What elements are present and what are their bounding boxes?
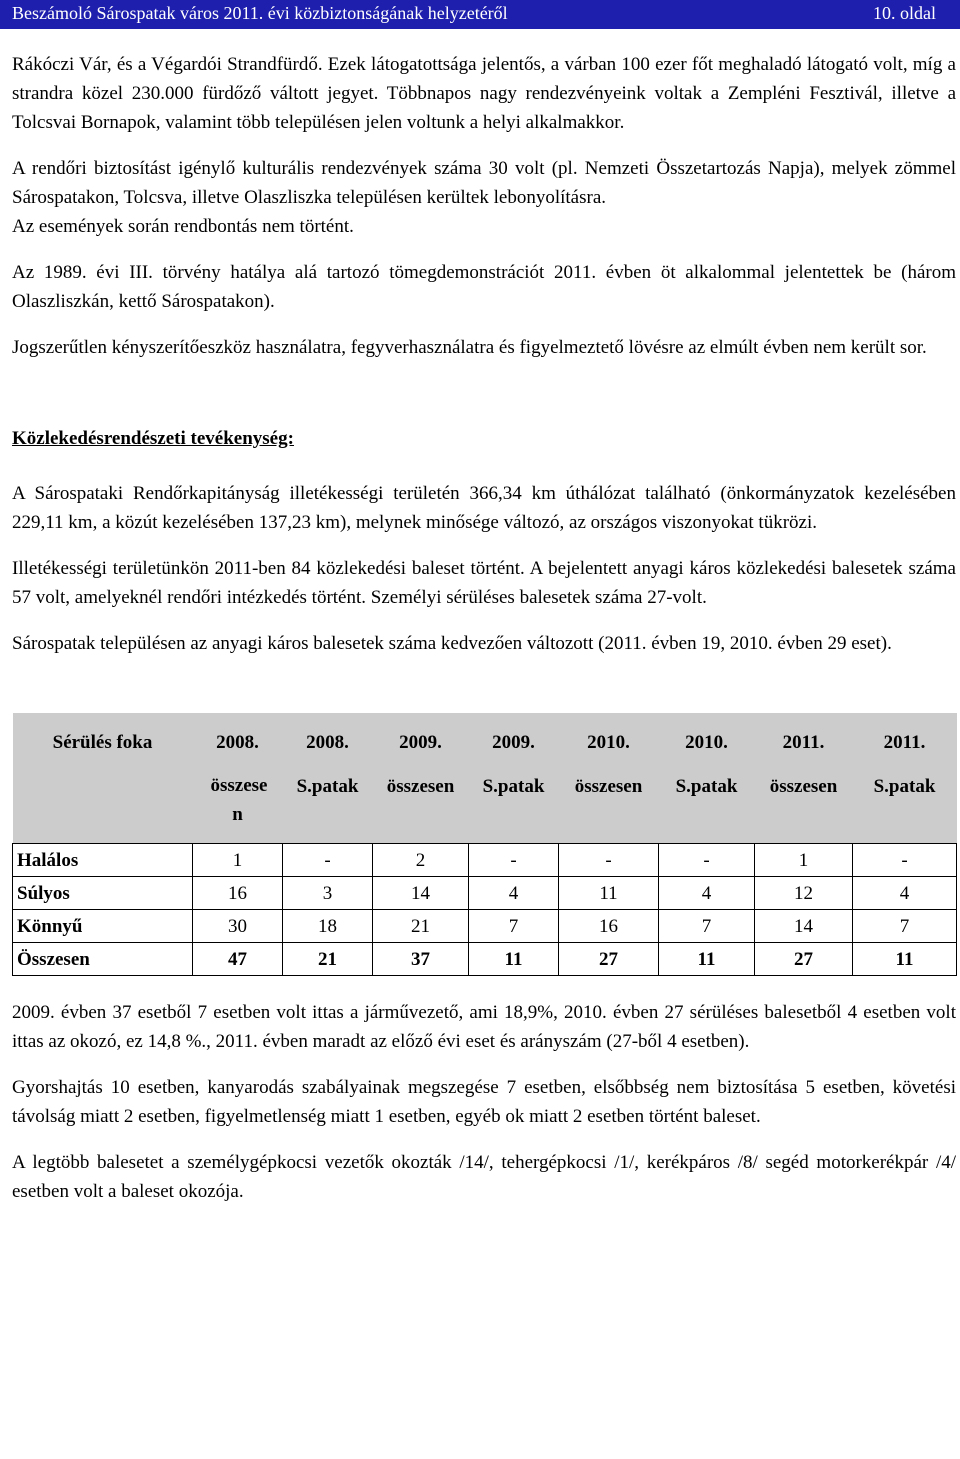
table-header-cell: 2010. <box>659 713 755 771</box>
table-header-cell: összese n <box>193 771 283 844</box>
table-cell: - <box>853 844 957 877</box>
table-header-cell: S.patak <box>853 771 957 844</box>
table-header-cell: S.patak <box>283 771 373 844</box>
table-cell: 16 <box>193 877 283 910</box>
table-cell: 21 <box>283 943 373 976</box>
document-body <box>12 50 956 1206</box>
table-header-cell: S.patak <box>659 771 755 844</box>
table-cell: 2 <box>373 844 469 877</box>
table-cell: 11 <box>659 943 755 976</box>
table-header-cell: 2011. <box>853 713 957 771</box>
table-header-cell: 2010. <box>559 713 659 771</box>
table-cell: 7 <box>853 910 957 943</box>
table-row <box>13 877 957 910</box>
paragraph: A rendőri biztosítást igénylő kulturális rendezvények száma 30 volt (pl. Nemzeti Összetartozás Napja), melyek zömmel Sárospatakon, Tolcsva, illetve Olaszliszka településen kerültek lebonyolításra. <box>12 158 956 208</box>
table-cell: - <box>283 844 373 877</box>
table-header-cell <box>13 771 193 844</box>
table-cell: 11 <box>559 877 659 910</box>
table-header-cell: Sérülés foka <box>13 713 193 771</box>
table-header-cell: összesen <box>559 771 659 844</box>
table-header-cell: 2009. <box>373 713 469 771</box>
table-cell: 4 <box>659 877 755 910</box>
table-header-cell: összesen <box>755 771 853 844</box>
page-header <box>0 0 960 29</box>
row-label: Összesen <box>13 943 193 976</box>
table-cell: 16 <box>559 910 659 943</box>
paragraph: Sárospatak településen az anyagi káros balesetek száma kedvezően változott (2011. évben 19, 2010. évben 29 eset). <box>12 633 892 654</box>
table-cell: 12 <box>755 877 853 910</box>
paragraph: Gyorshajtás 10 esetben, kanyarodás szabályainak megszegése 7 esetben, elsőbbség nem biztosítása 5 esetben, követési távolság miatt 2 esetben, figyelmetlenség miatt 1 esetben, egyéb ok miatt 2 esetben történt baleset. <box>12 1077 956 1127</box>
paragraph: A Sárospataki Rendőrkapitányság illetékességi területén 366,34 km úthálózat található (önkormányzatok kezelésében 229,11 km, a közút kezelésében 137,23 km), melynek minősége változó, az országos viszonyokat tükrözi. <box>12 483 956 533</box>
page-number: 10. oldal <box>873 3 936 23</box>
table-header-cell: S.patak <box>469 771 559 844</box>
table-header-cell: 2008. <box>283 713 373 771</box>
row-label: Súlyos <box>13 877 193 910</box>
row-label: Halálos <box>13 844 193 877</box>
section-heading: Közlekedésrendészeti tevékenység: <box>12 428 294 449</box>
table-cell: 47 <box>193 943 283 976</box>
table-cell: 4 <box>469 877 559 910</box>
table-header-cell: 2008. <box>193 713 283 771</box>
table-cell: 4 <box>853 877 957 910</box>
table-row <box>13 910 957 943</box>
table-cell: - <box>469 844 559 877</box>
table-row <box>13 844 957 877</box>
table-cell: 7 <box>469 910 559 943</box>
table-cell: 11 <box>853 943 957 976</box>
paragraph: Jogszerűtlen kényszerítőeszköz használatra, fegyverhasználatra és figyelmeztető lövésre az elmúlt évben nem került sor. <box>12 337 927 358</box>
table-cell: 3 <box>283 877 373 910</box>
paragraph: A legtöbb balesetet a személygépkocsi vezetők okozták /14/, tehergépkocsi /1/, kerékpáros /8/ segéd motorkerékpár /4/ esetben volt a baleset okozója. <box>12 1152 956 1202</box>
table-cell: 27 <box>559 943 659 976</box>
table-cell: 1 <box>193 844 283 877</box>
table-cell: 14 <box>755 910 853 943</box>
table-cell: - <box>659 844 755 877</box>
paragraph: 2009. évben 37 esetből 7 esetben volt ittas a járművezető, ami 18,9%, 2010. évben 27 sérüléses balesetből 4 esetben volt ittas az okozó, ez 14,8 %., 2011. évben maradt az előző évi eset és arányszám (27-ből 4 esetben). <box>12 1002 956 1052</box>
table-header-cell: 2011. <box>755 713 853 771</box>
row-label: Könnyű <box>13 910 193 943</box>
table-cell: 27 <box>755 943 853 976</box>
table-row-total <box>13 943 957 976</box>
table-cell: 11 <box>469 943 559 976</box>
table-header-row <box>13 713 957 771</box>
table-cell: 21 <box>373 910 469 943</box>
table-cell: 7 <box>659 910 755 943</box>
table-header-row <box>13 771 957 844</box>
injury-statistics-table <box>12 713 957 976</box>
paragraph: Illetékességi területünkön 2011-ben 84 közlekedési baleset történt. A bejelentett anyagi káros közlekedési balesetek száma 57 volt, amelyeknél rendőri intézkedés történt. Személyi sérüléses balesetek száma 27-volt. <box>12 558 956 608</box>
document-title: Beszámoló Sárospatak város 2011. évi közbiztonságának helyzetéről <box>12 3 508 23</box>
table-header-cell: 2009. <box>469 713 559 771</box>
table-header-cell: összesen <box>373 771 469 844</box>
paragraph: Az 1989. évi III. törvény hatálya alá tartozó tömegdemonstrációt 2011. évben öt alkalommal jelentettek be (három Olaszliszkán, kettő Sárospatakon). <box>12 262 956 312</box>
paragraph: Rákóczi Vár, és a Végardói Strandfürdő. Ezek látogatottsága jelentős, a várban 100 ezer főt meghaladó látogató volt, míg a strandra közel 230.000 fürdőző váltott jegyet. Többnapos nagy rendezvényeink voltak a Zempléni Fesztivál, illetve a Tolcsvai Bornapok, valamint több településen jelen voltunk a helyi alkalmakkor. <box>12 54 956 133</box>
table-cell: 1 <box>755 844 853 877</box>
table-cell: - <box>559 844 659 877</box>
table-cell: 30 <box>193 910 283 943</box>
table-cell: 18 <box>283 910 373 943</box>
paragraph: Az események során rendbontás nem történt. <box>12 216 354 237</box>
table-cell: 14 <box>373 877 469 910</box>
table-cell: 37 <box>373 943 469 976</box>
